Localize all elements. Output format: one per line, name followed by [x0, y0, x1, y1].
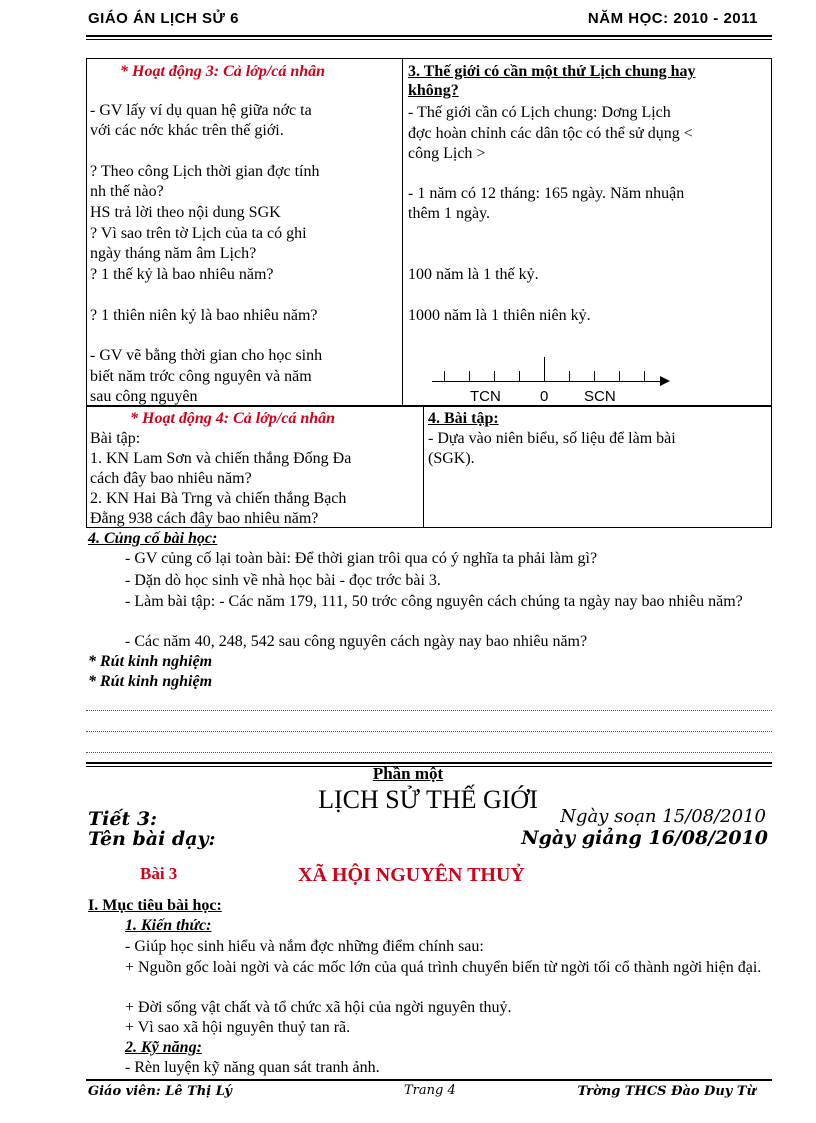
left-line: biết năm trớc công nguyên và năm — [90, 368, 312, 385]
lesson-title: XÃ HỘI NGUYÊN THUỶ — [298, 864, 525, 886]
timeline-tick — [619, 371, 620, 382]
left-line: HS trả lời theo nội dung SGK — [90, 204, 281, 221]
exercise-line: cách đây bao nhiêu năm? — [90, 470, 252, 487]
lesson-number: Bài 3 — [140, 864, 178, 883]
header-rule-thin — [86, 39, 772, 40]
footer-rule — [86, 1079, 772, 1081]
left-line: - GV vẽ bằng thời gian cho học sinh — [90, 347, 323, 364]
table-divider — [402, 58, 403, 406]
header-right: NĂM HỌC: 2010 - 2011 — [587, 10, 758, 27]
timeline-label-tcn: TCN — [470, 388, 501, 405]
left-line: nh thế nào? — [90, 183, 164, 200]
lesson-period: Tiết 3: — [88, 808, 158, 830]
exercise-line: Đằng 938 cách đây bao nhiêu năm? — [90, 510, 319, 527]
table-divider-2 — [423, 406, 424, 528]
timeline-zero-tick — [544, 357, 545, 382]
footer-teacher: Giáo viên: Lê Thị Lý — [88, 1084, 232, 1099]
knowledge-line: + Đời sống vật chất và tổ chức xã hội của ngời nguyên thuỷ. — [125, 999, 512, 1016]
footer-page: Trang 4 — [404, 1083, 456, 1098]
timeline-tick — [519, 371, 520, 382]
right-line: công Lịch > — [408, 145, 486, 162]
consolidate-line: - Làm bài tập: - Các năm 179, 111, 50 trớc công nguyên cách chúng ta ngày nay bao nhiêu năm? — [125, 593, 743, 610]
experience-note: * Rút kinh nghiệm — [88, 653, 213, 670]
right-line: - Thế giới cần có Lịch chung: Dơng Lịch — [408, 104, 671, 121]
right-line: đợc hoàn chỉnh các dân tộc có thể sử dụng < — [408, 125, 693, 142]
left-line: ? 1 thiên niên kỷ là bao nhiêu năm? — [90, 307, 318, 324]
exercise-line: Bài tập: — [90, 430, 141, 447]
knowledge-line: - Giúp học sinh hiểu và nắm đợc những điểm chính sau: — [125, 938, 484, 955]
activity-4-title: * Hoạt động 4: Cả lớp/cá nhân — [130, 410, 336, 427]
left-line: ngày tháng năm âm Lịch? — [90, 245, 257, 262]
left-line: ? Theo công Lịch thời gian đợc tính — [90, 163, 320, 180]
section-4-line: (SGK). — [428, 450, 475, 467]
consolidate-line: - GV củng cố lại toàn bài: Để thời gian trôi qua có ý nghĩa ta phải làm gì? — [125, 550, 598, 567]
section-3-title-cont: không? — [408, 82, 459, 99]
dotted-rule — [86, 731, 772, 732]
right-line: 1000 năm là 1 thiên niên kỷ. — [408, 307, 591, 324]
timeline-tick — [569, 371, 570, 382]
left-line: ? Vì sao trên tờ Lịch của ta có ghi — [90, 225, 307, 242]
consolidate-line: - Các năm 40, 248, 542 sau công nguyên cách ngày nay bao nhiêu năm? — [125, 633, 588, 650]
header-rule — [86, 35, 772, 37]
activity-3-title: * Hoạt động 3: Cả lớp/cá nhân — [120, 63, 326, 80]
timeline-arrow-icon — [660, 376, 670, 386]
teach-date: Ngày giảng 16/08/2010 — [521, 827, 768, 849]
left-line: ? 1 thế kỷ là bao nhiêu năm? — [90, 266, 274, 283]
timeline-label-scn: SCN — [584, 388, 616, 405]
timeline-tick — [644, 371, 645, 382]
dotted-rule — [86, 710, 772, 711]
left-line: sau công nguyên — [90, 388, 198, 405]
prep-date: Ngày soạn 15/08/2010 — [560, 806, 766, 827]
timeline-tick — [494, 371, 495, 382]
timeline-axis — [432, 381, 664, 382]
timeline-tick — [594, 371, 595, 382]
knowledge-line: + Nguồn gốc loài ngời và các mốc lớn của quá trình chuyển biến từ ngời tối cổ thành ngời hiện đại. — [125, 959, 762, 976]
footer-school: Trờng THCS Đào Duy Từ — [577, 1084, 756, 1099]
section-4-line: - Dựa vào niên biểu, số liệu để làm bài — [428, 430, 676, 447]
consolidate-title: 4. Củng cố bài học: — [88, 530, 218, 547]
right-line: - 1 năm có 12 tháng: 165 ngày. Năm nhuận — [408, 185, 685, 202]
section-3-title: 3. Thế giới có cần một thứ Lịch chung hay — [408, 63, 696, 80]
knowledge-line: + Vì sao xã hội nguyên thuỷ tan rã. — [125, 1019, 351, 1036]
dotted-rule — [86, 752, 772, 753]
section-4-title: 4. Bài tập: — [428, 410, 499, 427]
header-left: GIÁO ÁN LỊCH SỬ 6 — [88, 10, 239, 27]
lesson-name-label: Tên bài dạy: — [88, 828, 216, 850]
right-line: 100 năm là 1 thế kỷ. — [408, 266, 539, 283]
skills-line: - Rèn luyện kỹ năng quan sát tranh ảnh. — [125, 1059, 380, 1076]
exercise-line: 2. KN Hai Bà Trng và chiến thắng Bạch — [90, 490, 347, 507]
part-label: Phần một — [372, 764, 444, 783]
timeline-tick — [444, 371, 445, 382]
left-line: - GV lấy ví dụ quan hệ giữa nớc ta — [90, 102, 312, 119]
left-line: với các nớc khác trên thế giới. — [90, 122, 284, 139]
timeline-diagram — [432, 355, 672, 385]
timeline-label-zero: 0 — [540, 388, 549, 405]
right-line: thêm 1 ngày. — [408, 205, 491, 222]
objectives-title: I. Mục tiêu bài học: — [88, 897, 222, 914]
skills-title: 2. Kỹ năng: — [125, 1039, 202, 1056]
knowledge-title: 1. Kiến thức: — [125, 917, 212, 934]
experience-note: * Rút kinh nghiệm — [88, 673, 213, 690]
part-label-wrap — [0, 764, 816, 784]
timeline-tick — [469, 371, 470, 382]
consolidate-line: - Dặn dò học sinh về nhà học bài - đọc trớc bài 3. — [125, 572, 441, 589]
part-title: LỊCH SỬ THẾ GIỚI — [318, 785, 538, 814]
exercise-line: 1. KN Lam Sơn và chiến thắng Đống Đa — [90, 450, 352, 467]
